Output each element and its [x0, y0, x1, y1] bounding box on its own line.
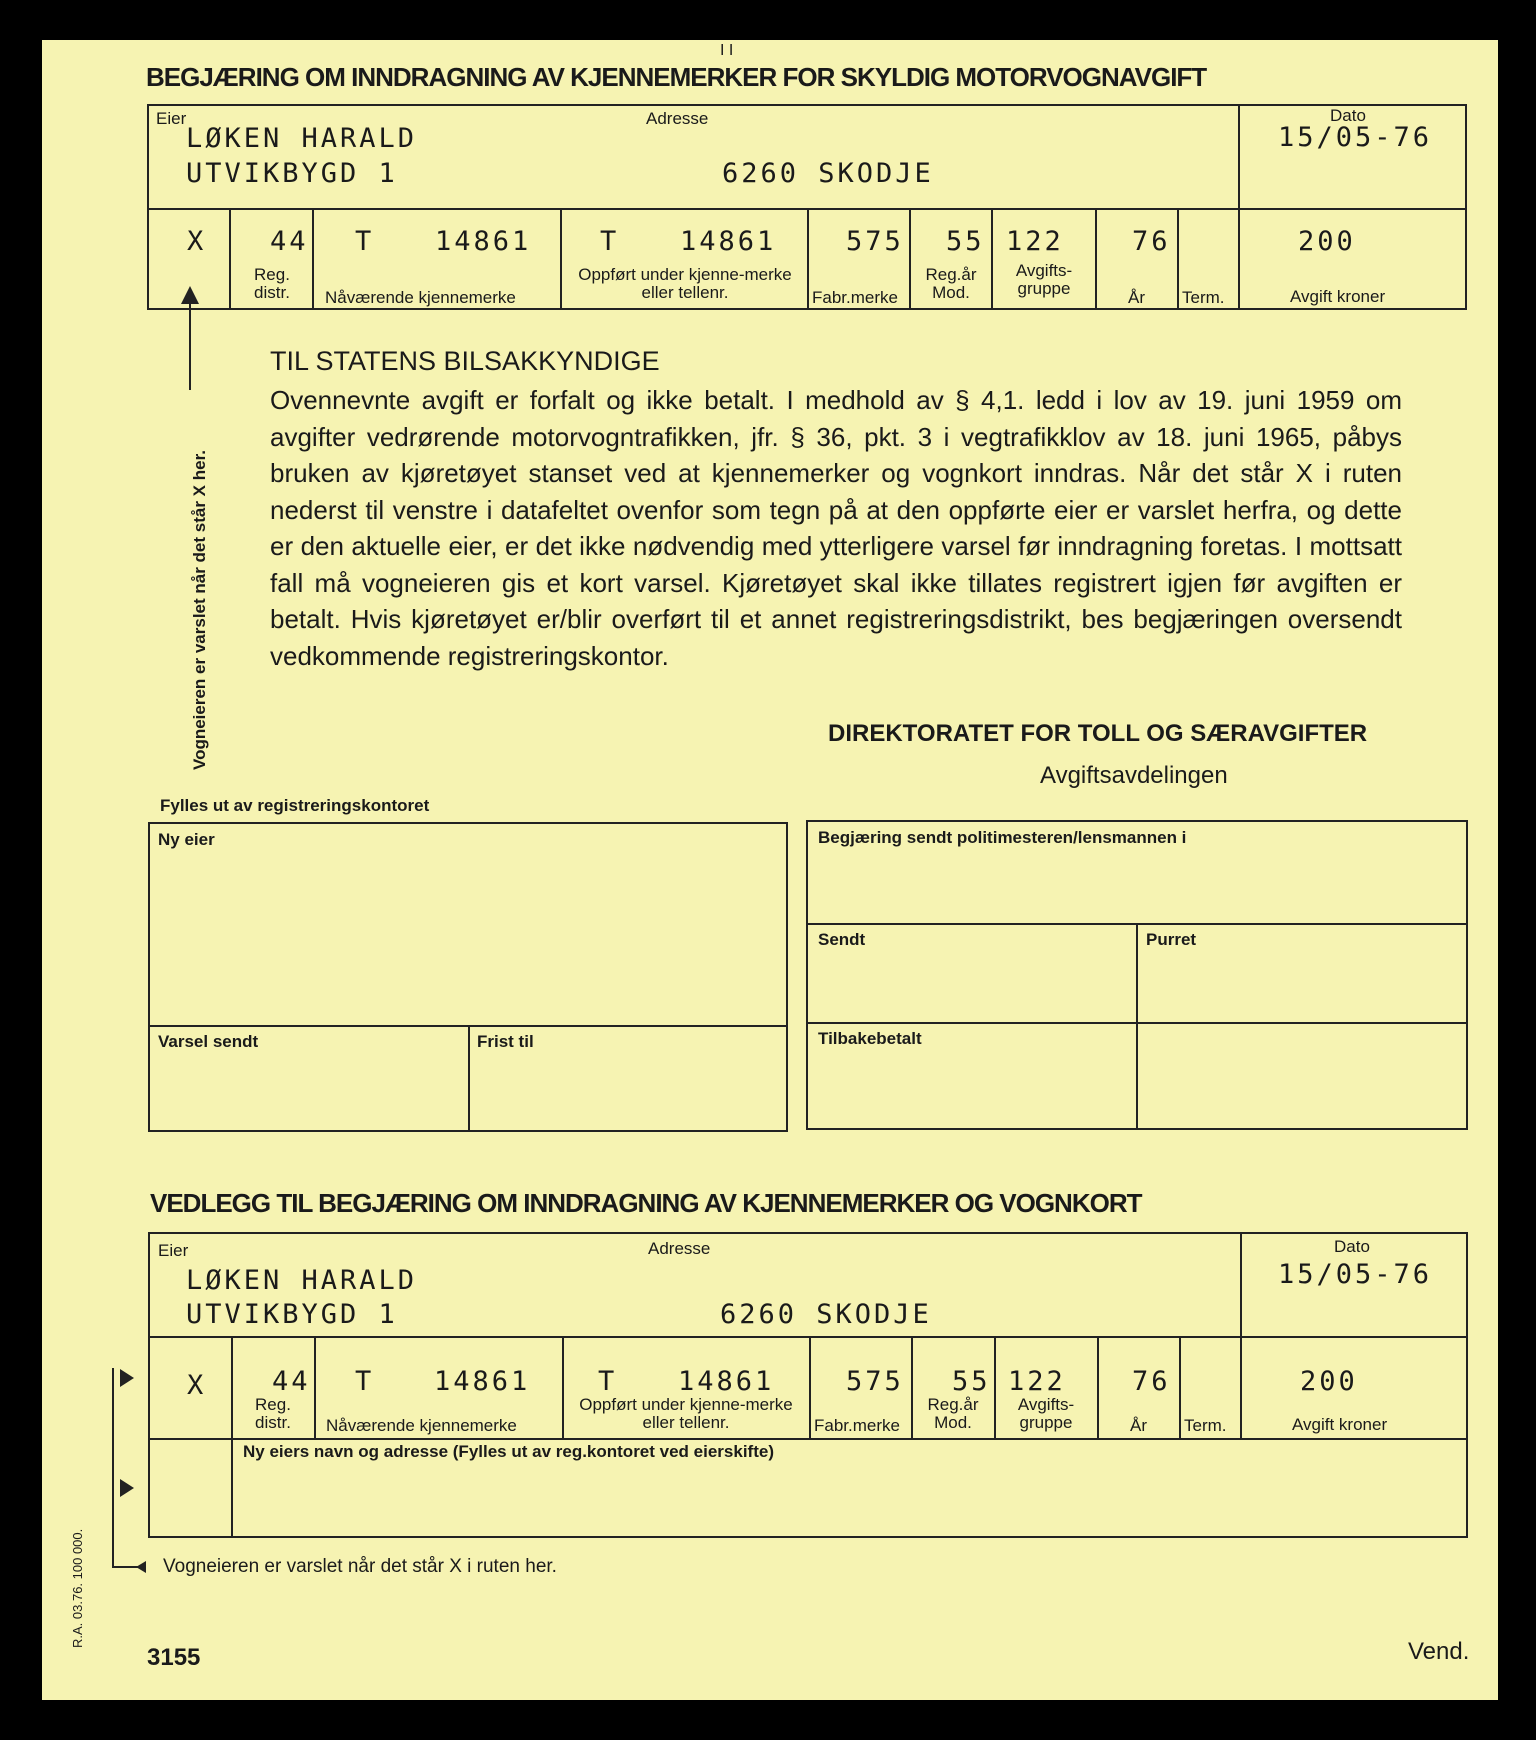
- varsel-sendt-label: Varsel sendt: [158, 1032, 259, 1051]
- amount-value: 200: [1298, 226, 1356, 257]
- att-adresse-label: Adresse: [648, 1239, 711, 1258]
- att-make-label: Fabr.merke: [814, 1416, 900, 1435]
- marker-triangle-icon: [120, 1369, 134, 1387]
- x-mark: X: [187, 226, 207, 257]
- attachment-title: VEDLEGG TIL BEGJÆRING OM INNDRAGNING AV KJENNEMERKER OG VOGNKORT: [150, 1188, 1142, 1218]
- model-year-value: 55: [946, 226, 985, 257]
- att-model-year-value: 55: [952, 1366, 991, 1397]
- form-number: 3155: [147, 1644, 201, 1671]
- att-dato-label: Dato: [1334, 1237, 1370, 1256]
- att-owner-name: LØKEN HARALD: [186, 1265, 418, 1296]
- attachment-data-row: [148, 1336, 1468, 1538]
- att-registered-plate-number: 14861: [678, 1366, 775, 1397]
- body-heading: TIL STATENS BILSAKKYNDIGE: [270, 346, 660, 376]
- owner-address-box: [147, 104, 1467, 210]
- owner-postal: 6260 SKODJE: [722, 158, 934, 189]
- registered-plate-number: 14861: [680, 226, 777, 257]
- side-note: Vogneieren er varslet når det står X her.: [190, 450, 209, 770]
- fee-group-value: 122: [1006, 226, 1064, 257]
- ny-eier-label: Ny eier: [158, 830, 215, 849]
- notice-text: Vogneieren er varslet når det står X i ruten her.: [163, 1556, 557, 1577]
- print-code: R.A. 03.76. 100 000.: [70, 1528, 85, 1648]
- body-text: Ovennevnte avgift er forfalt og ikke betalt. I medhold av § 4,1. ledd i lov av 19. juni 1959 om avgifter vedrørende motorvogntrafikken, jfr. § 36, pkt. 3 i vegtrafikklov av 18. juni 1965, påbys bruken av kjøretøyet stanset ved at kjennemerker og vognkort inndras. Når det står X i ruten nederst til venstre i datafeltet ovenfor som tegn på at den oppførte eier er varslet herfra, og dette er den aktuelle eier, er det ikke nødvendig med ytterligere varsel før inndragning foretas. I mottsatt fall må vogneieren gis et kort varsel. Kjøretøyet skal ikke tillates registrert igjen før avgiften er betalt. Hvis kjøretøyet er/blir overført til et annet registreringsdistrikt, bes begjæringen oversendt vedkommende registreringskontor.: [270, 385, 1402, 671]
- begjaering-sendt-label: Begjæring sendt politimesteren/lensmannen i: [818, 828, 1187, 847]
- att-record-date: 15/05-76: [1278, 1259, 1433, 1290]
- att-current-plate-number: 14861: [434, 1366, 531, 1397]
- dato-label: Dato: [1330, 106, 1366, 125]
- att-year-label: År: [1130, 1416, 1147, 1435]
- reg-distr-label: Reg. distr.: [254, 265, 290, 302]
- current-plate-number: 14861: [435, 226, 532, 257]
- att-fee-group-value: 122: [1008, 1366, 1066, 1397]
- att-amount-value: 200: [1300, 1366, 1358, 1397]
- make-value: 575: [846, 226, 904, 257]
- att-registered-plate-label: Oppført under kjenne-merke eller tellenr.: [579, 1395, 793, 1432]
- top-marks: I I: [720, 42, 734, 59]
- owner-street: UTVIKBYGD 1: [186, 158, 398, 189]
- form-title: BEGJÆRING OM INNDRAGNING AV KJENNEMERKER FOR SKYLDIG MOTORVOGNAVGIFT: [146, 62, 1207, 92]
- term-label: Term.: [1182, 288, 1225, 307]
- att-term-label: Term.: [1184, 1416, 1227, 1435]
- att-reg-distr-label: Reg. distr.: [255, 1395, 291, 1432]
- department-name: Avgiftsavdelingen: [1040, 762, 1228, 789]
- owner-name: LØKEN HARALD: [186, 123, 418, 154]
- current-plate-prefix: T: [355, 226, 375, 257]
- tilbakebetalt-label: Tilbakebetalt: [818, 1029, 922, 1048]
- left-arrow-icon: [136, 1561, 146, 1573]
- att-year-value: 76: [1132, 1366, 1171, 1397]
- att-reg-distr-value: 44: [272, 1366, 311, 1397]
- att-eier-label: Eier: [158, 1241, 189, 1260]
- att-owner-postal: 6260 SKODJE: [720, 1299, 932, 1330]
- att-fee-group-label: Avgifts-gruppe: [1017, 1395, 1075, 1432]
- att-registered-plate-prefix: T: [598, 1366, 618, 1397]
- frist-til-label: Frist til: [477, 1032, 534, 1051]
- office-section-heading: Fylles ut av registreringskontoret: [160, 796, 430, 815]
- att-current-plate-prefix: T: [355, 1366, 375, 1397]
- att-current-plate-label: Nåværende kjennemerke: [326, 1416, 517, 1435]
- registered-plate-label: Oppført under kjenne-merke eller tellenr.: [578, 265, 792, 302]
- fee-group-label: Avgifts-gruppe: [1015, 261, 1073, 298]
- registered-plate-prefix: T: [600, 226, 620, 257]
- year-value: 76: [1132, 226, 1171, 257]
- eier-label: Eier: [156, 109, 187, 128]
- reg-distr-value: 44: [270, 226, 309, 257]
- marker-triangle-icon-2: [120, 1479, 134, 1497]
- amount-label: Avgift kroner: [1290, 287, 1386, 306]
- att-amount-label: Avgift kroner: [1292, 1415, 1388, 1434]
- vend-label: Vend.: [1408, 1638, 1470, 1665]
- year-label: År: [1128, 288, 1145, 307]
- purret-label: Purret: [1146, 930, 1197, 949]
- authority-name: DIREKTORATET FOR TOLL OG SÆRAVGIFTER: [828, 720, 1368, 747]
- att-make-value: 575: [846, 1366, 904, 1397]
- make-label: Fabr.merke: [812, 288, 898, 307]
- model-year-label: Reg.år Mod.: [925, 265, 977, 302]
- sendt-label: Sendt: [818, 930, 866, 949]
- att-model-year-label: Reg.år Mod.: [927, 1395, 979, 1432]
- current-plate-label: Nåværende kjennemerke: [325, 288, 516, 307]
- att-x-mark: X: [187, 1370, 207, 1401]
- record-date: 15/05-76: [1278, 122, 1433, 153]
- att-owner-street: UTVIKBYGD 1: [186, 1299, 398, 1330]
- adresse-label: Adresse: [646, 109, 709, 128]
- new-owner-address-label: Ny eiers navn og adresse (Fylles ut av reg.kontoret ved eierskifte): [243, 1442, 774, 1461]
